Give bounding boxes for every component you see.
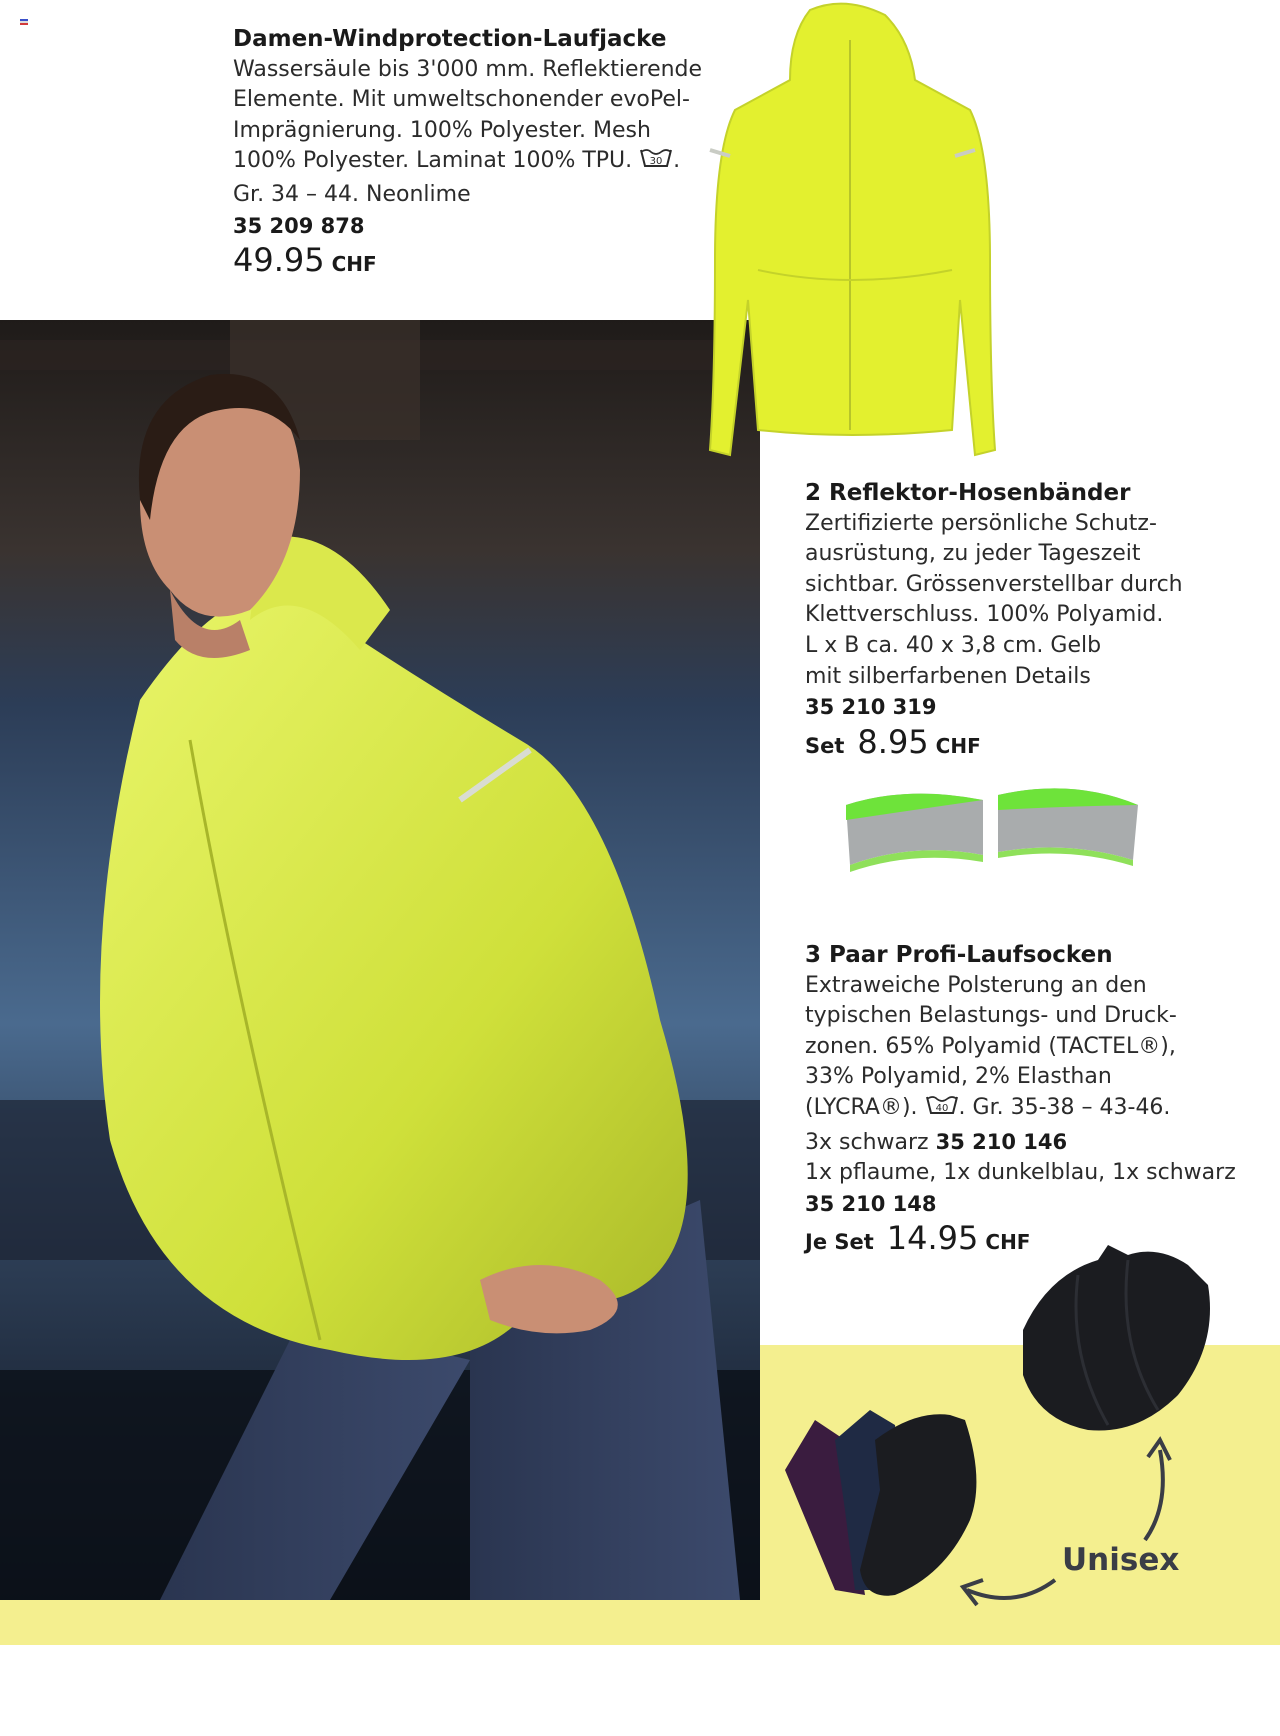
jacket-product-image (690, 0, 1000, 462)
article-number: 35 210 146 (935, 1129, 1068, 1154)
product-description-line: Zertifizierte persönliche Schutz- (805, 510, 1157, 536)
product-description-line: typischen Belastungs- und Druck- (805, 1003, 1177, 1029)
product-jacket-block (233, 24, 702, 281)
language-flag-icon (20, 19, 28, 25)
variant-line: 1x pflaume, 1x dunkelblau, 1x schwarz (805, 1160, 1236, 1186)
variant-line: 3x schwarz 35 210 146 (805, 1129, 1068, 1155)
product-description-line: Klettverschluss. 100% Polyamid. (805, 602, 1164, 628)
product-description-line: Wassersäule bis 3'000 mm. Reflektierende (233, 56, 703, 82)
product-description-line: 100% Polyester. Laminat 100% TPU. 30 . (233, 146, 702, 180)
product-description-line: 33% Polyamid, 2% Elasthan (805, 1064, 1112, 1090)
price-value: 8.95 (857, 722, 929, 761)
product-title: 2 Reflektor-Hosenbänder (805, 480, 1131, 506)
runner-photo (0, 320, 760, 1600)
article-number: 35 210 148 (805, 1191, 937, 1216)
accent-footer-band (0, 1600, 1280, 1645)
black-socks-image (1008, 1235, 1223, 1435)
product-description-line: L x B ca. 40 x 3,8 cm. Gelb (805, 632, 1102, 658)
curved-arrow-up-icon (1130, 1435, 1185, 1545)
article-number: 35 210 319 (805, 695, 937, 720)
reflector-bands-image (838, 780, 1148, 890)
product-bands-block (805, 478, 1183, 762)
price-prefix: Je Set (805, 1230, 874, 1255)
wash-30-icon (639, 146, 673, 180)
article-number: 35 209 878 (233, 213, 365, 238)
product-description-line: zonen. 65% Polyamid (TACTEL®), (805, 1033, 1176, 1059)
price-currency: CHF (985, 1230, 1031, 1255)
price-currency: CHF (331, 252, 377, 277)
price-value: 14.95 (886, 1219, 979, 1258)
curved-arrow-left-icon (955, 1565, 1065, 1610)
price-value: 49.95 (233, 241, 325, 280)
price-row (233, 241, 702, 281)
unisex-label: Unisex (1062, 1542, 1180, 1578)
product-description-line: mit silberfarbenen Details (805, 663, 1091, 689)
product-title: Damen-Windprotection-Laufjacke (233, 26, 667, 52)
svg-text:30: 30 (649, 156, 663, 168)
product-description-line: Imprägnierung. 100% Polyester. Mesh (233, 117, 651, 143)
product-size-color: Gr. 34 – 44. Neonlime (233, 181, 471, 207)
product-description-line: Extraweiche Polsterung an den (805, 972, 1147, 998)
price-prefix: Set (805, 733, 845, 758)
description-text: 100% Polyester. Laminat 100% TPU. (233, 148, 633, 174)
price-currency: CHF (935, 733, 981, 758)
product-description-line: ausrüstung, zu jeder Tageszeit (805, 541, 1141, 567)
wash-40-icon (925, 1093, 959, 1127)
product-socks-block (805, 940, 1236, 1259)
svg-text:40: 40 (935, 1102, 948, 1114)
product-description-line: (LYCRA®). 40 . Gr. 35-38 – 43-46. (805, 1093, 1236, 1127)
product-description-line: Elemente. Mit umweltschonender evoPel- (233, 87, 690, 113)
price-row (805, 722, 1183, 763)
product-description-line: sichtbar. Grössenverstellbar durch (805, 571, 1183, 597)
product-title: 3 Paar Profi-Laufsocken (805, 942, 1113, 968)
